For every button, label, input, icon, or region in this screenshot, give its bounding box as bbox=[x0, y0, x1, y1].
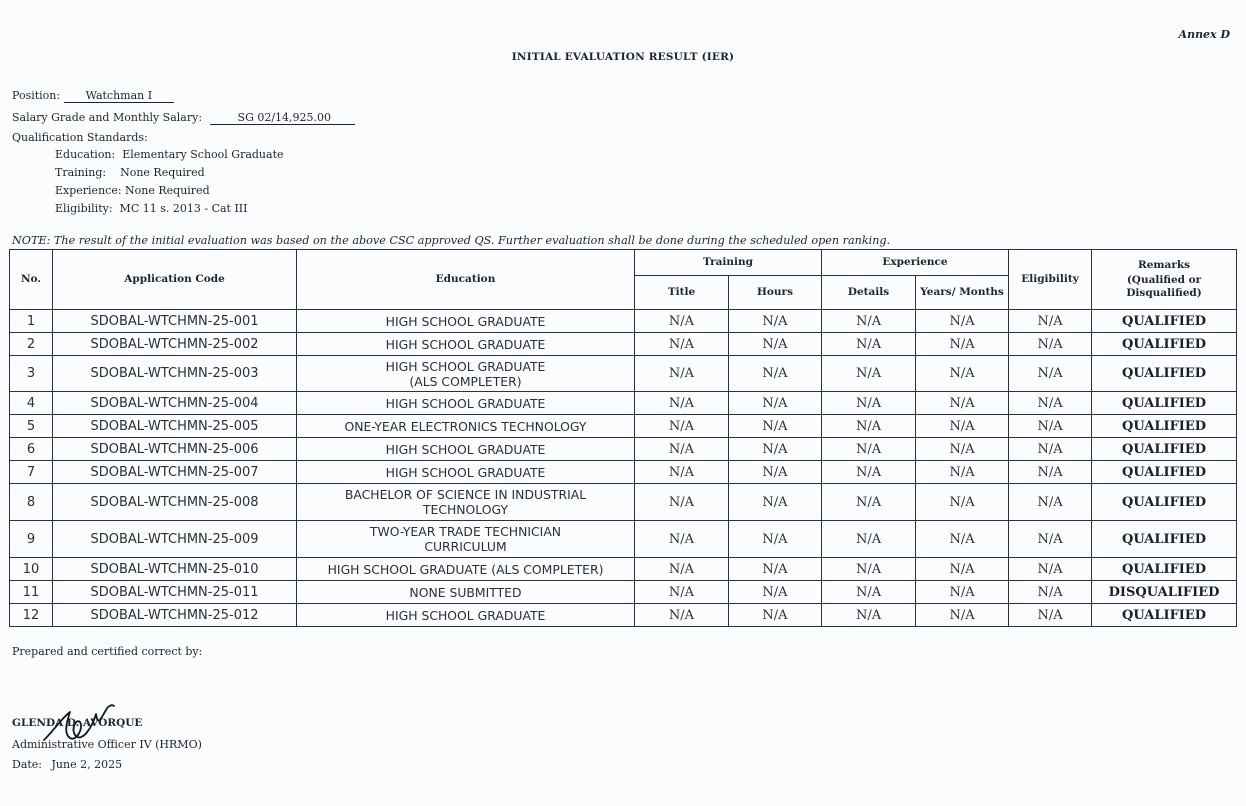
education-cell: HIGH SCHOOL GRADUATE bbox=[297, 461, 635, 484]
education-line-1: HIGH SCHOOL GRADUATE bbox=[385, 358, 546, 374]
training-hours: N/A bbox=[729, 558, 822, 581]
remarks-cell: QUALIFIED bbox=[1092, 604, 1237, 627]
annex-label: Annex D bbox=[1178, 28, 1230, 41]
salary-label: Salary Grade and Monthly Salary: bbox=[12, 111, 203, 124]
experience-years: N/A bbox=[916, 438, 1009, 461]
remarks-cell: QUALIFIED bbox=[1092, 310, 1237, 333]
header-training-title: Title bbox=[635, 276, 729, 310]
eligibility-cell: N/A bbox=[1009, 604, 1092, 627]
education-cell: HIGH SCHOOL GRADUATE bbox=[297, 438, 635, 461]
application-code: SDOBAL-WTCHMN-25-011 bbox=[53, 581, 297, 604]
education-cell: HIGH SCHOOL GRADUATE bbox=[297, 604, 635, 627]
eligibility-cell: N/A bbox=[1009, 461, 1092, 484]
experience-years: N/A bbox=[916, 484, 1009, 521]
experience-years: N/A bbox=[916, 415, 1009, 438]
table-row bbox=[10, 392, 1237, 415]
header-experience: Experience bbox=[822, 250, 1009, 276]
header-remarks-sub: (Qualified or Disqualified) bbox=[1126, 274, 1202, 299]
experience-details: N/A bbox=[822, 581, 916, 604]
experience-years: N/A bbox=[916, 392, 1009, 415]
application-code: SDOBAL-WTCHMN-25-004 bbox=[53, 392, 297, 415]
experience-years: N/A bbox=[916, 310, 1009, 333]
eligibility-cell: N/A bbox=[1009, 392, 1092, 415]
education-line-2: CURRICULUM bbox=[424, 539, 507, 554]
row-number: 10 bbox=[10, 558, 53, 581]
application-code: SDOBAL-WTCHMN-25-012 bbox=[53, 604, 297, 627]
experience-details: N/A bbox=[822, 604, 916, 627]
row-number: 8 bbox=[10, 484, 53, 521]
row-number: 9 bbox=[10, 521, 53, 558]
education-cell: HIGH SCHOOL GRADUATE bbox=[297, 392, 635, 415]
remarks-cell: QUALIFIED bbox=[1092, 415, 1237, 438]
education-line-1: TWO-YEAR TRADE TECHNICIAN bbox=[369, 524, 562, 539]
training-title: N/A bbox=[635, 484, 729, 521]
training-title: N/A bbox=[635, 392, 729, 415]
application-code: SDOBAL-WTCHMN-25-007 bbox=[53, 461, 297, 484]
qs-education: Education: Elementary School Graduate bbox=[55, 148, 284, 161]
table-row bbox=[10, 415, 1237, 438]
application-code: SDOBAL-WTCHMN-25-003 bbox=[53, 356, 297, 392]
application-code: SDOBAL-WTCHMN-25-005 bbox=[53, 415, 297, 438]
table-row bbox=[10, 558, 1237, 581]
qs-experience: Experience: None Required bbox=[55, 184, 210, 197]
row-number: 2 bbox=[10, 333, 53, 356]
experience-years: N/A bbox=[916, 356, 1009, 392]
eligibility-cell: N/A bbox=[1009, 438, 1092, 461]
position-label: Position: bbox=[12, 89, 61, 102]
remarks-cell: QUALIFIED bbox=[1092, 392, 1237, 415]
experience-details: N/A bbox=[822, 558, 916, 581]
table-row bbox=[10, 310, 1237, 333]
remarks-cell: QUALIFIED bbox=[1092, 521, 1237, 558]
eligibility-cell: N/A bbox=[1009, 521, 1092, 558]
education-cell bbox=[297, 356, 635, 392]
training-hours: N/A bbox=[729, 604, 822, 627]
evaluation-table-body bbox=[10, 310, 1237, 627]
row-number: 3 bbox=[10, 356, 53, 392]
education-line-2: (ALS COMPLETER) bbox=[409, 373, 522, 389]
training-title: N/A bbox=[635, 521, 729, 558]
training-title: N/A bbox=[635, 461, 729, 484]
application-code: SDOBAL-WTCHMN-25-001 bbox=[53, 310, 297, 333]
training-title: N/A bbox=[635, 356, 729, 392]
remarks-cell: QUALIFIED bbox=[1092, 356, 1237, 392]
education-cell bbox=[297, 484, 635, 521]
row-number: 6 bbox=[10, 438, 53, 461]
application-code: SDOBAL-WTCHMN-25-006 bbox=[53, 438, 297, 461]
header-experience-years: Years/ Months bbox=[916, 276, 1009, 310]
header-remarks-title: Remarks bbox=[1138, 259, 1191, 271]
education-cell: HIGH SCHOOL GRADUATE bbox=[297, 310, 635, 333]
application-code: SDOBAL-WTCHMN-25-002 bbox=[53, 333, 297, 356]
remarks-cell: QUALIFIED bbox=[1092, 484, 1237, 521]
qs-eligibility: Eligibility: MC 11 s. 2013 - Cat III bbox=[55, 202, 248, 215]
application-code: SDOBAL-WTCHMN-25-010 bbox=[53, 558, 297, 581]
training-title: N/A bbox=[635, 333, 729, 356]
position-value: Watchman I bbox=[64, 90, 174, 103]
experience-details: N/A bbox=[822, 356, 916, 392]
row-number: 5 bbox=[10, 415, 53, 438]
remarks-cell: QUALIFIED bbox=[1092, 438, 1237, 461]
training-title: N/A bbox=[635, 310, 729, 333]
experience-details: N/A bbox=[822, 333, 916, 356]
evaluation-note: NOTE: The result of the initial evaluation was based on the above CSC approved QS. Further evaluation shall be done during the scheduled open ranking. bbox=[12, 234, 891, 247]
application-code: SDOBAL-WTCHMN-25-008 bbox=[53, 484, 297, 521]
table-row bbox=[10, 333, 1237, 356]
training-hours: N/A bbox=[729, 356, 822, 392]
training-hours: N/A bbox=[729, 461, 822, 484]
header-remarks bbox=[1092, 250, 1237, 310]
salary-line bbox=[12, 109, 355, 127]
training-title: N/A bbox=[635, 558, 729, 581]
header-eligibility: Eligibility bbox=[1009, 250, 1092, 310]
training-hours: N/A bbox=[729, 310, 822, 333]
header-education: Education bbox=[297, 250, 635, 310]
row-number: 1 bbox=[10, 310, 53, 333]
header-application-code: Application Code bbox=[53, 250, 297, 310]
education-cell: NONE SUBMITTED bbox=[297, 581, 635, 604]
qs-training: Training: None Required bbox=[55, 166, 205, 179]
table-row bbox=[10, 604, 1237, 627]
education-cell: HIGH SCHOOL GRADUATE bbox=[297, 333, 635, 356]
row-number: 4 bbox=[10, 392, 53, 415]
training-hours: N/A bbox=[729, 521, 822, 558]
header-training-hours: Hours bbox=[729, 276, 822, 310]
eligibility-cell: N/A bbox=[1009, 333, 1092, 356]
education-line-2: TECHNOLOGY bbox=[422, 502, 509, 517]
eligibility-cell: N/A bbox=[1009, 415, 1092, 438]
remarks-cell: QUALIFIED bbox=[1092, 333, 1237, 356]
row-number: 12 bbox=[10, 604, 53, 627]
experience-details: N/A bbox=[822, 521, 916, 558]
table-row bbox=[10, 581, 1237, 604]
experience-years: N/A bbox=[916, 461, 1009, 484]
eligibility-cell: N/A bbox=[1009, 581, 1092, 604]
experience-years: N/A bbox=[916, 521, 1009, 558]
training-title: N/A bbox=[635, 415, 729, 438]
row-number: 7 bbox=[10, 461, 53, 484]
remarks-cell: QUALIFIED bbox=[1092, 558, 1237, 581]
experience-details: N/A bbox=[822, 484, 916, 521]
header-training: Training bbox=[635, 250, 822, 276]
date-line bbox=[12, 758, 122, 771]
remarks-cell: QUALIFIED bbox=[1092, 461, 1237, 484]
education-cell: ONE-YEAR ELECTRONICS TECHNOLOGY bbox=[297, 415, 635, 438]
header-experience-details: Details bbox=[822, 276, 916, 310]
table-row bbox=[10, 461, 1237, 484]
experience-details: N/A bbox=[822, 415, 916, 438]
experience-years: N/A bbox=[916, 604, 1009, 627]
remarks-cell: DISQUALIFIED bbox=[1092, 581, 1237, 604]
qs-heading: Qualification Standards: bbox=[12, 131, 148, 144]
training-hours: N/A bbox=[729, 484, 822, 521]
education-line-1: BACHELOR OF SCIENCE IN INDUSTRIAL bbox=[344, 487, 587, 502]
eligibility-cell: N/A bbox=[1009, 356, 1092, 392]
table-row bbox=[10, 484, 1237, 521]
prepared-label: Prepared and certified correct by: bbox=[12, 645, 203, 658]
table-row bbox=[10, 356, 1237, 392]
training-hours: N/A bbox=[729, 438, 822, 461]
experience-details: N/A bbox=[822, 392, 916, 415]
evaluation-table bbox=[9, 249, 1237, 627]
position-line bbox=[12, 87, 174, 105]
training-hours: N/A bbox=[729, 581, 822, 604]
table-row bbox=[10, 438, 1237, 461]
education-cell bbox=[297, 521, 635, 558]
table-row bbox=[10, 521, 1237, 558]
training-title: N/A bbox=[635, 438, 729, 461]
experience-details: N/A bbox=[822, 438, 916, 461]
experience-details: N/A bbox=[822, 310, 916, 333]
document-title: INITIAL EVALUATION RESULT (IER) bbox=[511, 51, 735, 63]
salary-value: SG 02/14,925.00 bbox=[210, 112, 355, 125]
application-code: SDOBAL-WTCHMN-25-009 bbox=[53, 521, 297, 558]
eligibility-cell: N/A bbox=[1009, 558, 1092, 581]
date-label: Date: bbox=[12, 758, 43, 771]
experience-years: N/A bbox=[916, 558, 1009, 581]
row-number: 11 bbox=[10, 581, 53, 604]
signatory-role: Administrative Officer IV (HRMO) bbox=[12, 738, 202, 751]
training-hours: N/A bbox=[729, 392, 822, 415]
training-title: N/A bbox=[635, 604, 729, 627]
training-hours: N/A bbox=[729, 415, 822, 438]
date-value: June 2, 2025 bbox=[51, 758, 123, 771]
experience-years: N/A bbox=[916, 581, 1009, 604]
signatory-name: GLENDA D. AVORQUE bbox=[12, 717, 143, 729]
eligibility-cell: N/A bbox=[1009, 310, 1092, 333]
education-cell: HIGH SCHOOL GRADUATE (ALS COMPLETER) bbox=[297, 558, 635, 581]
eligibility-cell: N/A bbox=[1009, 484, 1092, 521]
header-no: No. bbox=[10, 250, 53, 310]
experience-years: N/A bbox=[916, 333, 1009, 356]
experience-details: N/A bbox=[822, 461, 916, 484]
training-hours: N/A bbox=[729, 333, 822, 356]
training-title: N/A bbox=[635, 581, 729, 604]
